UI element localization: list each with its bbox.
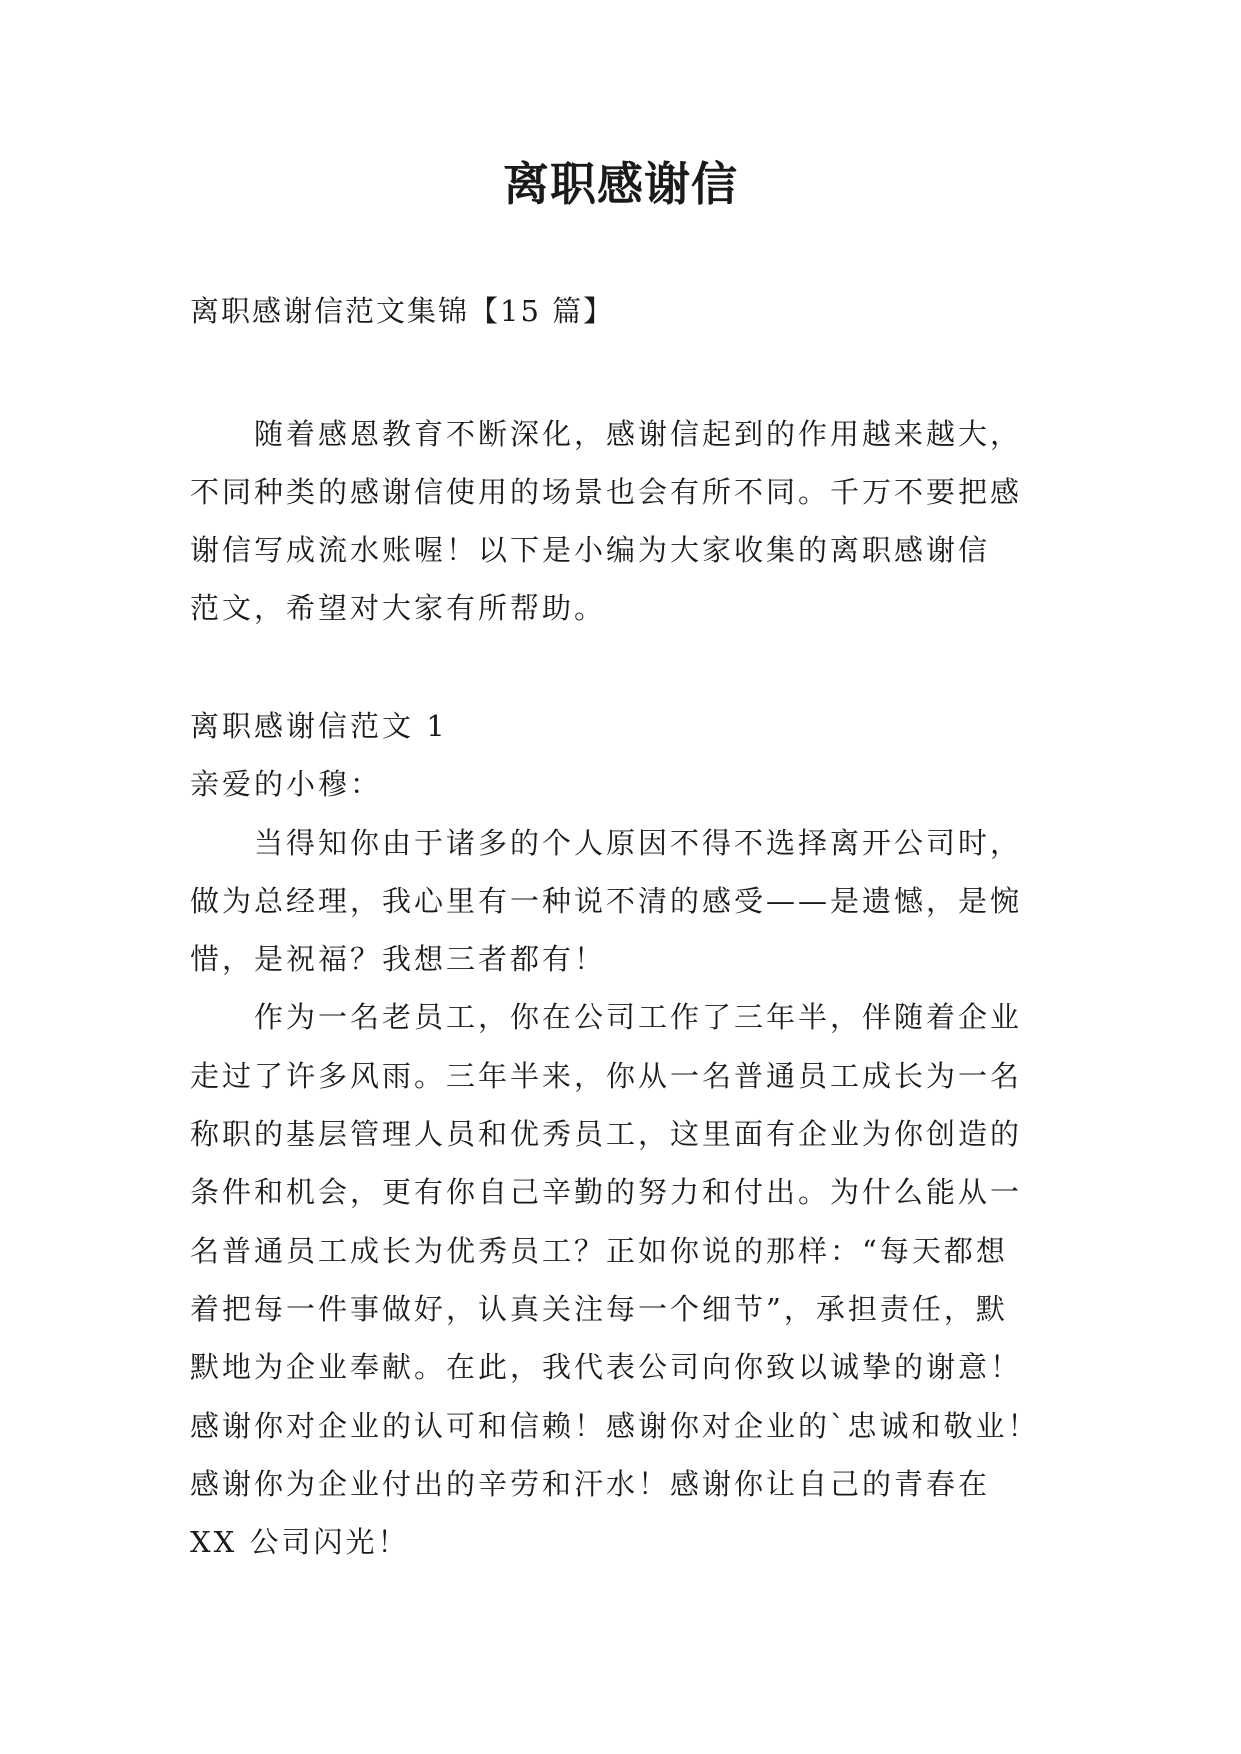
intro-line: 不同种类的感谢信使用的场景也会有所不同。千万不要把感 [190,475,1023,509]
letter-line: 默地为企业奉献。在此，我代表公司向你致以诚挚的谢意！ [190,1350,1023,1385]
intro-line: 范文，希望对大家有所帮助。 [190,591,607,625]
letter-line: 条件和机会，更有你自己辛勤的努力和付出。为什么能从一 [190,1175,1023,1210]
letter-line: 名普通员工成长为优秀员工？正如你说的那样：“每天都想 [190,1233,1008,1268]
letter-line: XX 公司闪光！ [190,1525,410,1560]
letter-line: 称职的基层管理人员和优秀员工，这里面有企业为你创造的 [190,1117,1023,1152]
letter-salutation: 亲爱的小穆： [190,767,383,802]
intro-paragraph [190,405,1070,637]
document-title: 离职感谢信 [503,157,738,211]
letter-line: 感谢你为企业付出的辛劳和汗水！感谢你让自己的青春在 [190,1466,991,1501]
letter-line: 当得知你由于诸多的个人原因不得不选择离开公司时， [190,825,1023,860]
letter-body [190,697,1070,1571]
letter-line: 惜，是祝福？我想三者都有！ [190,942,607,977]
intro-line: 谢信写成流水账喔！以下是小编为大家收集的离职感谢信 [190,533,991,567]
letter-line: 作为一名老员工，你在公司工作了三年半，伴随着企业 [190,1000,1023,1035]
letter-line: 感谢你对企业的认可和信赖！感谢你对企业的`忠诚和敬业！ [190,1408,1040,1443]
letter-line: 走过了许多风雨。三年半来，你从一名普通员工成长为一名 [190,1058,1023,1093]
intro-line: 随着感恩教育不断深化，感谢信起到的作用越来越大， [190,417,1023,451]
letter-heading: 离职感谢信范文 1 [190,709,448,743]
document-subtitle: 离职感谢信范文集锦【15 篇】 [190,294,615,328]
letter-line: 着把每一件事做好，认真关注每一个细节”，承担责任，默 [190,1291,1008,1326]
letter-line: 做为总经理，我心里有一种说不清的感受——是遗憾，是惋 [190,883,1023,918]
